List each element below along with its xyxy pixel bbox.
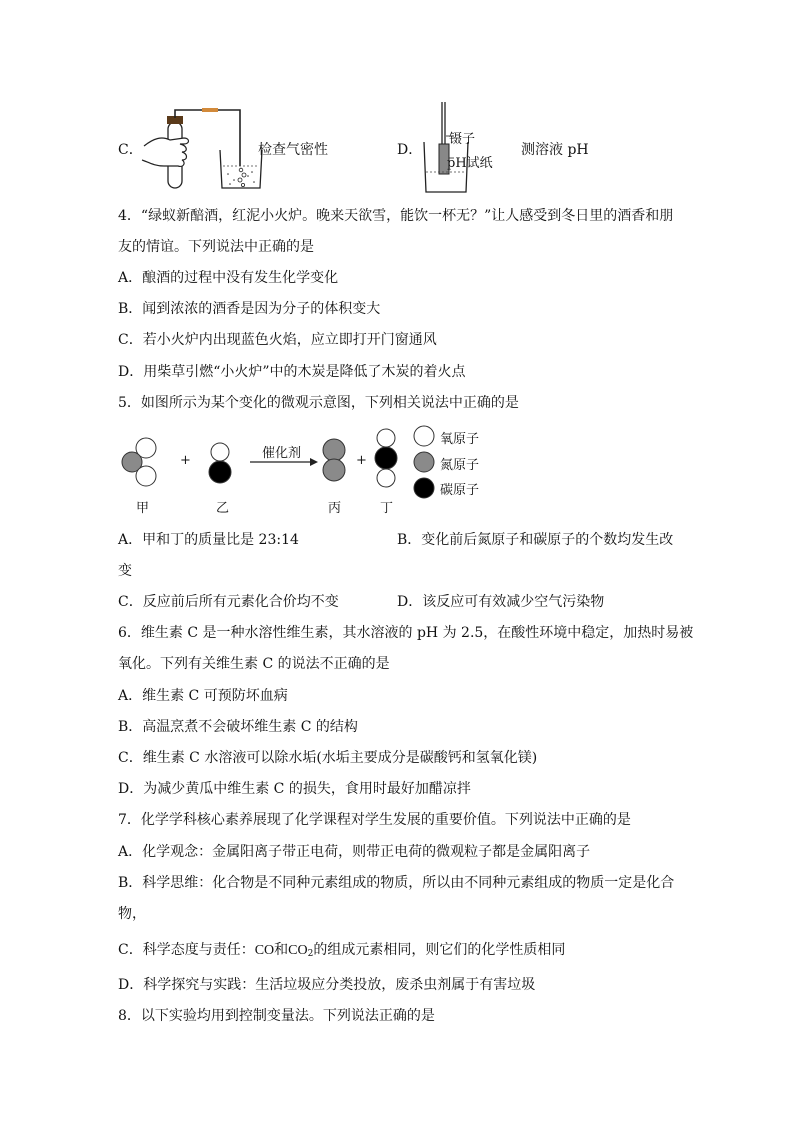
q5-option-b-line1: B．变化前后氮原子和碳原子的个数均发生改 [397,532,674,548]
q6-option-b: B．高温烹煮不会破坏维生素 C 的结构 [118,719,358,735]
q5-option-a: A．甲和丁的质量比是 23:14 [118,532,299,548]
q3-option-c-caption: 检查气密性 [258,142,328,158]
q3-option-c-label: C． [118,142,143,158]
q7-option-c-suffix: 的组成元素相同，则它们的化学性质相同 [313,942,566,958]
q7-option-c [118,940,565,964]
label-bing: 丙 [328,501,342,516]
q5-option-c: C．反应前后所有元素化合价均不变 [118,594,339,610]
legend-nitrogen-swatch [414,452,434,472]
q4-stem-line1: 4．“绿蚁新醅酒，红泥小火炉。晚来天欲雪，能饮一杯无？”让人感受到冬日里的酒香和朋 [118,208,674,224]
label-jia: 甲 [136,501,150,516]
q4-option-c: C．若小火炉内出现蓝色火焰，应立即打开门窗通风 [118,332,437,348]
q4-option-b: B．闻到浓浓的酒香是因为分子的体积变大 [118,301,381,317]
ph-paper-label: pH试纸 [447,156,493,171]
q5-option-b-line2: 变 [118,563,132,579]
bing-nitrogen-top [323,439,345,461]
legend-carbon-swatch [414,478,434,498]
airtightness-check-apparatus [140,102,264,194]
beaker [220,150,262,188]
formula-co2-subscript: 2 [307,949,314,959]
ding-carbon [375,447,397,469]
q7-option-d: D．科学探究与实践：生活垃圾应分类投放，废杀虫剂属于有害垃圾 [118,977,536,993]
jia-oxygen-bottom [136,466,156,486]
q3-option-d-caption: 测溶液 pH [521,142,589,158]
label-yi: 乙 [216,501,230,516]
ding-oxygen-bottom [377,469,395,487]
yi-carbon [209,461,231,483]
q4-stem-line2: 友的情谊。下列说法中正确的是 [118,239,314,255]
rubber-connector [202,108,218,112]
q6-option-a: A．维生素 C 可预防坏血病 [118,688,288,704]
legend-oxygen-swatch [414,426,434,446]
yi-oxygen [211,443,229,461]
q3-option-d-label: D． [397,142,423,158]
hand-icon [142,138,189,166]
plus-sign-2: + [356,453,367,468]
q7-option-b-line1: B．科学思维：化合物是不同种元素组成的物质，所以由不同种元素组成的物质一定是化合 [118,875,675,891]
q7-option-a: A．化学观念：金属阳离子带正电荷，则带正电荷的微观粒子都是金属阳离子 [118,844,591,860]
q7-option-b-line2: 物， [118,906,146,922]
q6-option-d: D．为减少黄瓜中维生素 C 的损失，食用时最好加醋凉拌 [118,781,471,797]
plus-sign-1: + [180,453,191,468]
q5-stem: 5．如图所示为某个变化的微观示意图，下列相关说法中正确的是 [118,395,519,411]
label-ding: 丁 [380,501,394,516]
q7-option-c-and: 和 [274,942,289,958]
q6-stem-line2: 氧化。下列有关维生素 C 的说法不正确的是 [118,656,390,672]
bing-nitrogen-bottom [323,459,345,481]
legend-carbon-label: 碳原子 [440,483,480,498]
q5-option-d: D．该反应可有效减少空气污染物 [397,594,605,610]
formula-co: CO [254,943,275,958]
q4-option-a: A．酿酒的过程中没有发生化学变化 [118,270,339,286]
catalyst-label: 催化剂 [262,446,302,461]
tweezers-label: 镊子 [449,132,476,147]
legend-oxygen-label: 氧原子 [440,432,480,447]
ding-oxygen-top [377,429,395,447]
q6-stem-line1: 6．维生素 C 是一种水溶性维生素，其水溶液的 pH 为 2.5，在酸性环境中稳定，加热时易被 [118,625,694,641]
bubbles [238,168,246,186]
ph-measurement-apparatus [420,100,472,196]
q4-option-d: D．用柴草引燃“小火炉”中的木炭是降低了木炭的着火点 [118,364,466,380]
formula-co2: CO [288,943,308,958]
q6-option-c: C．维生素 C 水溶液可以除水垢(水垢主要成分是碳酸钙和氢氧化镁) [118,750,538,766]
q7-option-c-prefix: C．科学态度与责任： [118,942,255,958]
q8-stem: 8．以下实验均用到控制变量法。下列说法正确的是 [118,1008,435,1024]
legend-nitrogen-label: 氮原子 [440,458,480,473]
q7-stem: 7．化学学科核心素养展现了化学课程对学生发展的重要价值。下列说法中正确的是 [118,812,631,828]
